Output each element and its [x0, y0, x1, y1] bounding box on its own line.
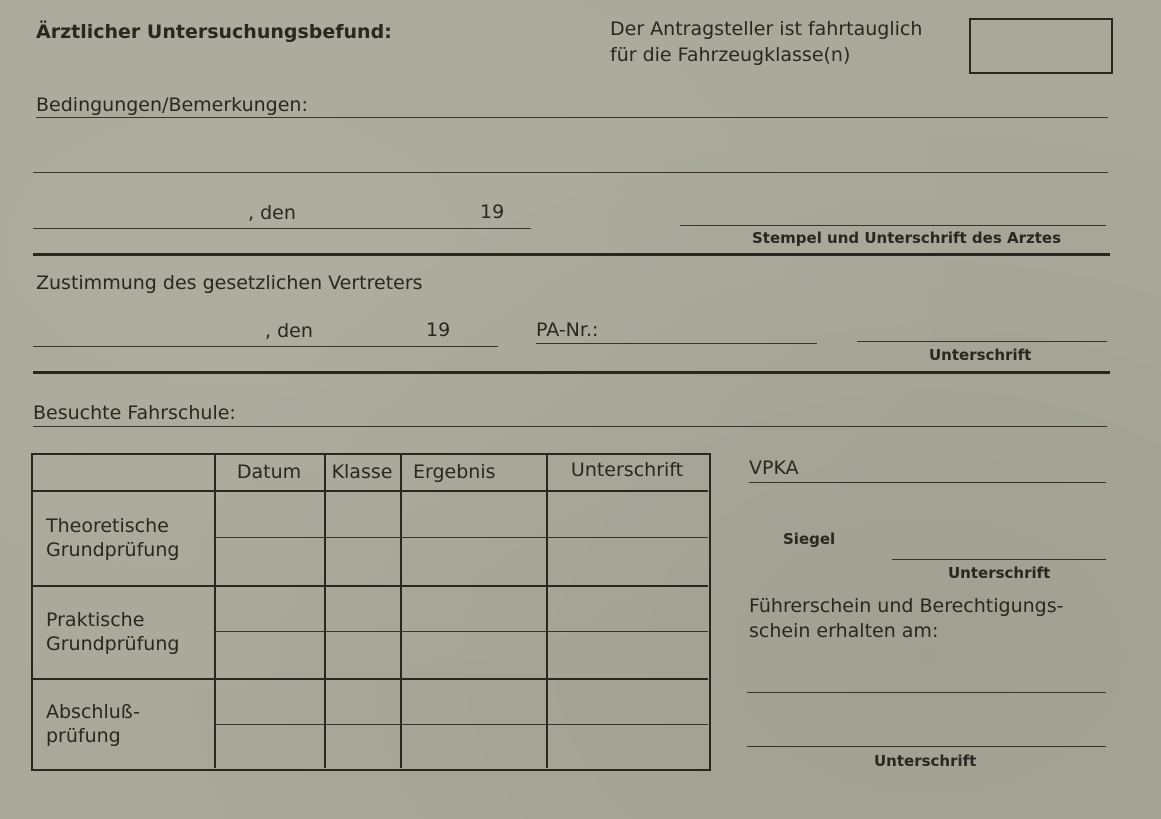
table-row-divider: [33, 585, 708, 587]
row-label-theoretische-line2: Grundprüfung: [46, 539, 180, 561]
exam-table: [31, 453, 711, 771]
doctor-date-den: , den: [248, 202, 296, 224]
conditions-label: Bedingungen/Bemerkungen:: [36, 94, 308, 116]
section-divider-2: [33, 371, 1110, 374]
fit-statement-line1: Der Antragsteller ist fahrtauglich: [610, 18, 923, 40]
table-col-divider: [214, 455, 216, 768]
column-header-datum: Datum: [236, 461, 302, 483]
guardian-date-den: , den: [265, 320, 313, 342]
received-signature-caption: Unterschrift: [874, 752, 977, 770]
doctor-signature-line[interactable]: [680, 225, 1106, 226]
table-subrow-divider: [214, 724, 708, 725]
table-row-divider: [33, 678, 708, 680]
doctor-heading: Ärztlicher Untersuchungsbefund:: [36, 21, 392, 43]
seal-label: Siegel: [783, 530, 836, 548]
vpka-line[interactable]: [749, 482, 1106, 483]
row-label-abschluss-line2: prüfung: [46, 725, 121, 747]
driving-school-line[interactable]: [33, 426, 1107, 427]
guardian-date-year: 19: [426, 319, 451, 341]
table-header-divider: [33, 490, 708, 492]
doctor-date-year: 19: [480, 201, 505, 223]
vpka-signature-caption: Unterschrift: [948, 564, 1051, 582]
guardian-signature-caption: Unterschrift: [929, 346, 1032, 364]
row-label-praktische-line2: Grundprüfung: [46, 633, 180, 655]
vehicle-class-box[interactable]: [969, 18, 1113, 74]
license-received-line1: Führerschein und Berechtigungs-: [749, 595, 1064, 617]
conditions-line-1[interactable]: [36, 117, 1108, 118]
row-label-theoretische-line1: Theoretische: [46, 515, 169, 537]
guardian-heading: Zustimmung des gesetzlichen Vertreters: [36, 272, 423, 294]
row-label-abschluss-line1: Abschluß-: [46, 701, 140, 723]
column-header-ergebnis: Ergebnis: [413, 461, 496, 483]
row-label-praktische-line1: Praktische: [46, 609, 145, 631]
guardian-date-line[interactable]: [33, 346, 498, 347]
table-col-divider: [400, 455, 402, 768]
table-subrow-divider: [214, 631, 708, 632]
fit-statement-line2: für die Fahrzeugklasse(n): [610, 44, 851, 66]
received-signature-line[interactable]: [747, 746, 1106, 747]
pa-number-label: PA-Nr.:: [536, 319, 599, 341]
table-subrow-divider: [214, 537, 708, 538]
table-col-divider: [546, 455, 548, 768]
doctor-stamp-caption: Stempel und Unterschrift des Arztes: [752, 229, 1061, 247]
driving-school-label: Besuchte Fahrschule:: [33, 402, 236, 424]
section-divider-1: [33, 253, 1110, 256]
received-date-line[interactable]: [747, 692, 1106, 693]
table-col-divider: [324, 455, 326, 768]
vpka-label: VPKA: [749, 457, 799, 479]
pa-number-line[interactable]: [536, 343, 817, 344]
vpka-signature-line[interactable]: [892, 559, 1106, 560]
column-header-klasse: Klasse: [331, 461, 393, 483]
doctor-date-line[interactable]: [33, 228, 531, 229]
conditions-line-2[interactable]: [33, 172, 1108, 173]
column-header-unterschrift: Unterschrift: [570, 459, 684, 481]
guardian-signature-line[interactable]: [857, 341, 1107, 342]
license-received-line2: schein erhalten am:: [749, 620, 939, 642]
